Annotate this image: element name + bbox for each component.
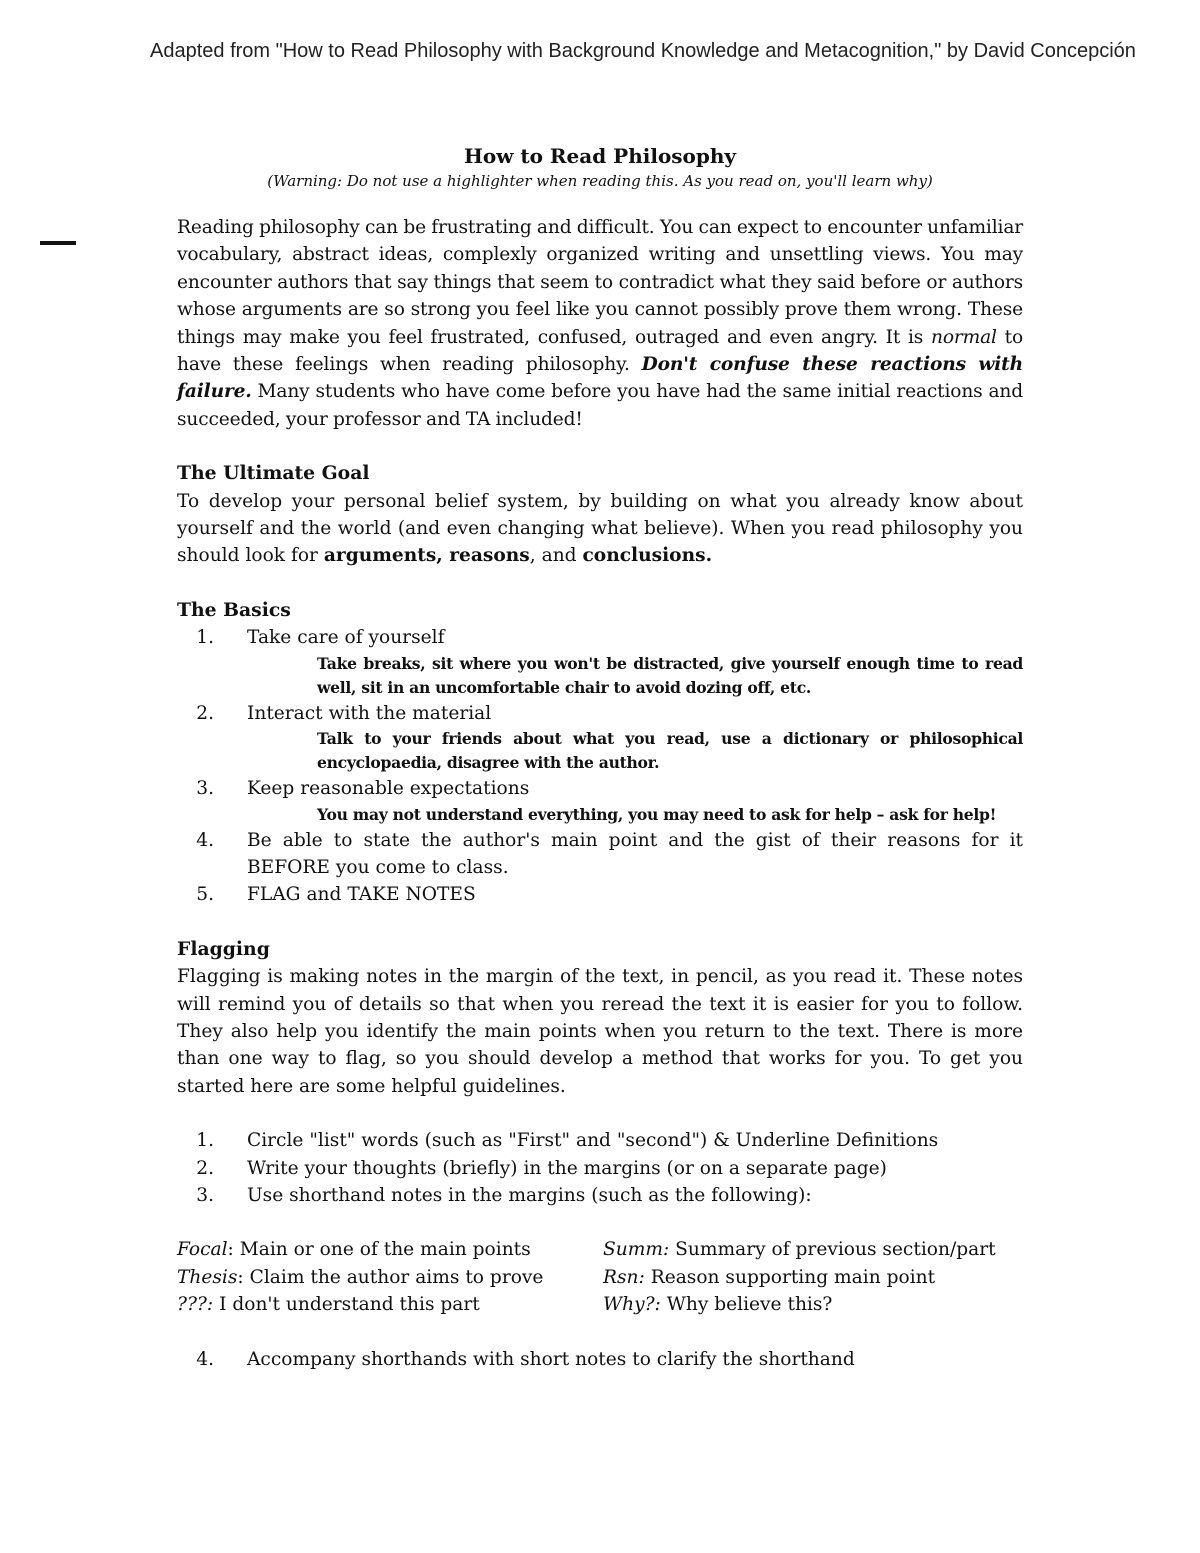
list-item-detail: Talk to your friends about what you read, use a dictionary or philosophical encyclopaedia, disagree with the author. <box>317 729 1023 773</box>
intro-strong-emphasis: Don't confuse these reactions with failure. <box>177 354 1023 403</box>
shorthand-sep: : <box>227 1239 240 1261</box>
attribution-header: Adapted from "How to Read Philosophy with Background Knowledge and Metacognition," by David Concepción <box>150 40 1136 62</box>
goal-sep-2: , and <box>529 545 583 567</box>
list-item-text: FLAG and TAKE NOTES <box>247 884 476 906</box>
warning-subtitle: (Warning: Do not use a highlighter when reading this. As you read on, you'll learn why) <box>267 172 933 190</box>
shorthand-entry <box>603 1291 1023 1318</box>
margin-dash-mark <box>40 241 76 245</box>
shorthand-abbr: Thesis <box>177 1266 238 1288</box>
shorthand-entry <box>603 1236 1023 1263</box>
list-item-detail: You may not understand everything, you may need to ask for help – ask for help! <box>317 804 997 824</box>
shorthand-entry <box>603 1264 1023 1291</box>
flagging-item <box>177 1346 1023 1373</box>
shorthand-meaning: I don't understand this part <box>219 1294 480 1316</box>
list-number: 2. <box>196 702 214 724</box>
list-item-text: Interact with the material <box>247 702 492 724</box>
basics-item <box>177 700 1023 775</box>
document-title: How to Read Philosophy <box>463 144 737 168</box>
basics-item <box>177 624 1023 699</box>
intro-text-2: to have these feelings when reading philosophy. <box>177 326 1023 376</box>
list-number: 3. <box>196 778 214 800</box>
shorthand-meaning: Summary of previous section/part <box>675 1239 996 1261</box>
list-number: 4. <box>196 829 214 851</box>
list-number: 5. <box>196 884 214 906</box>
flagging-list <box>177 1127 1023 1209</box>
intro-text-1: Reading philosophy can be frustrating and difficult. You can expect to encounter unfamiliar vocabulary, abstract ideas, complexly organized writing and unsettling views. You may encounter authors that say things that seem to contradict what they said before or authors whose arguments are so strong you feel like you cannot possibly prove them wrong. These things may make you feel frustrated, confused, outraged and even angry. It is <box>177 217 1023 348</box>
list-number: 3. <box>196 1184 214 1206</box>
shorthand-abbr: ???: <box>177 1294 214 1316</box>
intro-emphasis: normal <box>931 326 997 348</box>
basics-item <box>177 827 1023 882</box>
basics-item <box>177 775 1023 826</box>
flagging-heading: Flagging <box>177 937 270 960</box>
flagging-item <box>177 1182 1023 1209</box>
shorthand-abbr: Focal <box>177 1239 228 1261</box>
shorthand-meaning: Reason supporting main point <box>650 1266 936 1288</box>
list-item-detail: Take breaks, sit where you won't be distracted, give yourself enough time to read well, sit in an uncomfortable chair to avoid dozing off, etc. <box>317 653 1023 697</box>
shorthand-abbr: Rsn: <box>603 1266 645 1288</box>
basics-heading: The Basics <box>177 598 291 621</box>
shorthand-meaning: Claim the author aims to prove <box>249 1266 544 1288</box>
shorthand-abbr: Why?: <box>603 1294 661 1316</box>
list-number: 1. <box>196 627 214 649</box>
shorthand-abbr: Summ: <box>603 1239 670 1261</box>
goal-term-reasons: reasons <box>449 545 530 567</box>
list-item-text: Keep reasonable expectations <box>247 778 530 800</box>
list-item-text: Accompany shorthands with short notes to clarify the shorthand <box>247 1348 855 1370</box>
list-item-text: Use shorthand notes in the margins (such as the following): <box>247 1184 812 1206</box>
flagging-item <box>177 1155 1023 1182</box>
shorthand-entry <box>177 1236 603 1263</box>
shorthand-table <box>177 1236 1023 1318</box>
basics-item <box>177 881 1023 908</box>
flagging-list-continued <box>177 1346 1023 1373</box>
ultimate-goal-paragraph <box>177 488 1023 570</box>
goal-sep-1: , <box>436 545 450 567</box>
list-item-text: Be able to state the author's main point and the gist of their reasons for it BEFORE you come to class. <box>247 829 1023 878</box>
goal-term-arguments: arguments <box>323 545 437 567</box>
list-item-text: Circle "list" words (such as "First" and "second") & Underline Definitions <box>247 1130 939 1152</box>
list-item-text: Take care of yourself <box>247 627 445 649</box>
shorthand-meaning: Main or one of the main points <box>239 1239 531 1261</box>
goal-text: To develop your personal belief system, by building on what you already know about yourself and the world (and even changing what believe). When you read philosophy you should look for <box>177 490 1023 567</box>
shorthand-entry <box>177 1264 603 1291</box>
list-number: 2. <box>196 1157 214 1179</box>
intro-paragraph <box>177 214 1023 433</box>
basics-list <box>177 624 1023 908</box>
document-body <box>177 143 1023 1373</box>
list-item-text: Write your thoughts (briefly) in the margins (or on a separate page) <box>247 1157 887 1179</box>
intro-text-3: Many students who have come before you have had the same initial reactions and succeeded, your professor and TA included! <box>177 381 1023 430</box>
shorthand-sep: : <box>237 1266 250 1288</box>
goal-term-conclusions: conclusions <box>582 545 706 567</box>
ultimate-goal-heading: The Ultimate Goal <box>177 462 370 485</box>
goal-end: . <box>705 545 713 567</box>
list-number: 4. <box>196 1348 214 1370</box>
flagging-paragraph: Flagging is making notes in the margin of the text, in pencil, as you read it. These notes will remind you of details so that when you reread the text it is easier for you to follow. They also help you identify the main points when you return to the text. There is more than one way to flag, so you should develop a method that works for you. To get you started here are some helpful guidelines. <box>177 966 1023 1097</box>
flagging-item <box>177 1127 1023 1154</box>
list-number: 1. <box>196 1130 214 1152</box>
shorthand-meaning: Why believe this? <box>666 1294 833 1316</box>
shorthand-entry <box>177 1291 603 1318</box>
